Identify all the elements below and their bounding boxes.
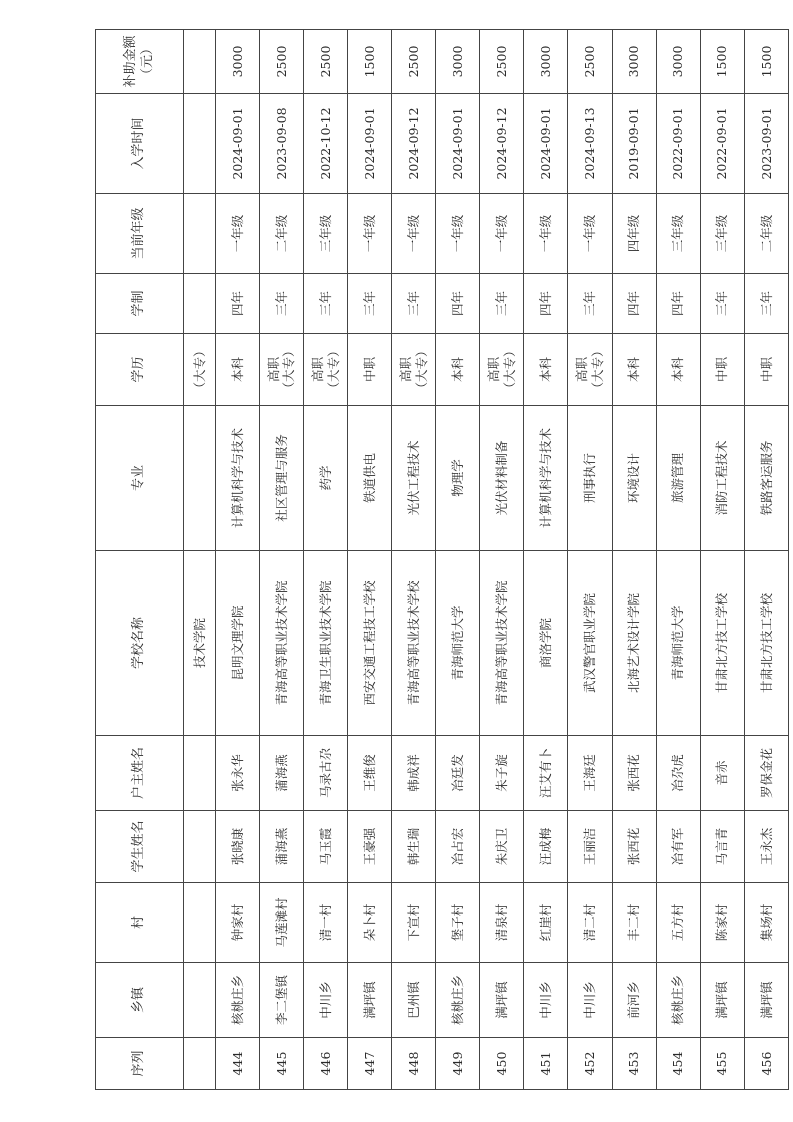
cell-seq: 445 [259,1038,303,1090]
cell-student-name: 冶占宏 [436,811,480,883]
cell-school-name: 甘肃北方技工学校 [700,551,744,736]
cell-school-name: 北海艺术设计学院 [612,551,656,736]
cell-duration: 三年 [303,274,347,334]
cell-school-name: 青海高等职业技术学院 [259,551,303,736]
cell-subsidy-amount: 3000 [524,30,568,94]
cell-education-line2: （大专） [325,344,341,395]
cell-education [348,334,392,406]
cell-duration: 四年 [656,274,700,334]
header-row [96,30,184,1090]
cell-village: 清泉村 [480,883,524,963]
cell-current-grade: 三年级 [656,194,700,274]
header-township: 乡镇 [96,963,184,1038]
table-row [215,30,259,1090]
header-major: 专业 [96,406,184,551]
cell-enrollment-date: 2024-09-12 [480,94,524,194]
cell-major: 光伏材料制备 [480,406,524,551]
cell-village: 堡子村 [436,883,480,963]
cell-township: 核桃庄乡 [436,963,480,1038]
cell-education [656,334,700,406]
cell-enrollment-date: 2024-09-01 [524,94,568,194]
cell-school-name: 青海高等职业技术学院 [480,551,524,736]
cell-seq: 451 [524,1038,568,1090]
cell-education-line2: （大专） [501,344,517,395]
table-row [612,30,656,1090]
cell-household-head: 朱子旋 [480,736,524,811]
table-row [744,30,788,1090]
cell-seq: 448 [392,1038,436,1090]
cell-village: 朵卜村 [348,883,392,963]
cell-duration: 四年 [436,274,480,334]
cell-education-line1: 高职 [574,357,590,383]
cell-subsidy-amount: 2500 [303,30,347,94]
cell-seq: 452 [568,1038,612,1090]
cell-duration: 四年 [612,274,656,334]
cell-education [259,334,303,406]
cell-duration: 四年 [215,274,259,334]
header-school-name: 学校名称 [96,551,184,736]
cell-student-name: 王丽洁 [568,811,612,883]
cell-education [480,334,524,406]
cell-enrollment-date: 2022-09-01 [656,94,700,194]
cell-education [392,334,436,406]
cell-major: 光伏工程技术 [392,406,436,551]
header-seq: 序列 [96,1038,184,1090]
cell-subsidy-amount: 3000 [215,30,259,94]
cell-student-name: 冶有军 [656,811,700,883]
cell-township: 满坪镇 [744,963,788,1038]
table-row [568,30,612,1090]
cell-student-name: 朱庆卫 [480,811,524,883]
cell-village: 陈家村 [700,883,744,963]
cell-subsidy-amount: 3000 [436,30,480,94]
cell-village: 红崖村 [524,883,568,963]
header-subsidy-line2: （元） [139,42,155,82]
cell-student-name: 王豪强 [348,811,392,883]
header-village: 村 [96,883,184,963]
cell-education [700,334,744,406]
cell-student-name: 马玉霞 [303,811,347,883]
cell-village: 集场村 [744,883,788,963]
cell-subsidy-amount: 3000 [612,30,656,94]
cell-current-grade: 一年级 [568,194,612,274]
cell-subsidy-amount: 1500 [348,30,392,94]
cell-current-grade: 三年级 [700,194,744,274]
cell-seq: 454 [656,1038,700,1090]
rotated-table-container [95,30,789,1090]
cell-household-head: 王海廷 [568,736,612,811]
cell-education [303,334,347,406]
cell-enrollment-date: 2024-09-13 [568,94,612,194]
cell-seq: 446 [303,1038,347,1090]
cell-duration: 三年 [348,274,392,334]
cell-enrollment-date: 2023-09-08 [259,94,303,194]
cell-current-grade: 三年级 [303,194,347,274]
cell-duration: 三年 [568,274,612,334]
cell-household-head: 汪艾有卜 [524,736,568,811]
cell-education-line2: （大专） [589,344,605,395]
cell-township: 满坪镇 [480,963,524,1038]
cell-township: 中川乡 [303,963,347,1038]
cell-education-line1: 高职 [398,357,414,383]
cell-major: 药学 [303,406,347,551]
cell-subsidy-amount: 3000 [656,30,700,94]
cell-school-name: 青海高等职业技术学校 [392,551,436,736]
header-education: 学历 [96,334,184,406]
cell-subsidy-amount: 1500 [700,30,744,94]
cell-household-head: 马录古尕 [303,736,347,811]
header-household-head: 户主姓名 [96,736,184,811]
cell-school-name: 西安交通工程技工学校 [348,551,392,736]
table-row [303,30,347,1090]
header-enrollment-date: 入学时间 [96,94,184,194]
cell-student-name: 马言青 [700,811,744,883]
cell-education-line1: 高职 [309,357,325,383]
table-row [348,30,392,1090]
continuation-school: 技术学院 [184,551,216,736]
cell-education-line1: 中职 [361,357,377,383]
cell-seq: 447 [348,1038,392,1090]
cell-enrollment-date: 2023-09-01 [744,94,788,194]
cell-major: 计算机科学与技术 [524,406,568,551]
cell-education [215,334,259,406]
table-row [392,30,436,1090]
cell-seq: 455 [700,1038,744,1090]
cell-student-name: 张晓康 [215,811,259,883]
continuation-education: （大专） [184,334,216,406]
cell-education-line1: 本科 [229,357,245,383]
cell-duration: 四年 [524,274,568,334]
cell-village: 钟家村 [215,883,259,963]
cell-current-grade: 四年级 [612,194,656,274]
cell-village: 丰二村 [612,883,656,963]
cell-subsidy-amount: 2500 [392,30,436,94]
cell-education-line1: 本科 [538,357,554,383]
header-subsidy [96,30,184,94]
cell-duration: 三年 [480,274,524,334]
cell-township: 中川乡 [568,963,612,1038]
cell-duration: 三年 [392,274,436,334]
cell-household-head: 冶尕虎 [656,736,700,811]
cell-enrollment-date: 2024-09-12 [392,94,436,194]
cell-village: 清二村 [568,883,612,963]
cell-enrollment-date: 2022-09-01 [700,94,744,194]
cell-township: 核桃庄乡 [656,963,700,1038]
cell-current-grade: 一年级 [392,194,436,274]
cell-major: 社区管理与服务 [259,406,303,551]
cell-household-head: 罗保金花 [744,736,788,811]
cell-subsidy-amount: 2500 [568,30,612,94]
table-row [436,30,480,1090]
cell-school-name: 甘肃北方技工学校 [744,551,788,736]
cell-education-line1: 本科 [670,357,686,383]
cell-student-name: 王永杰 [744,811,788,883]
table-body [215,30,788,1090]
header-student-name: 学生姓名 [96,811,184,883]
cell-household-head: 王维俊 [348,736,392,811]
cell-major: 计算机科学与技术 [215,406,259,551]
cell-school-name: 武汉警官职业学院 [568,551,612,736]
cell-subsidy-amount: 2500 [480,30,524,94]
cell-school-name: 昆明文理学院 [215,551,259,736]
cell-seq: 449 [436,1038,480,1090]
cell-township: 李二堡镇 [259,963,303,1038]
cell-school-name: 青海师范大学 [436,551,480,736]
cell-student-name: 汪成梅 [524,811,568,883]
cell-household-head: 韩成祥 [392,736,436,811]
cell-education [524,334,568,406]
table-row [656,30,700,1090]
cell-education [612,334,656,406]
cell-seq: 450 [480,1038,524,1090]
cell-current-grade: 一年级 [436,194,480,274]
cell-school-name: 青海卫生职业技术学院 [303,551,347,736]
cell-student-name: 蒲海燕 [259,811,303,883]
cell-village: 马莲滩村 [259,883,303,963]
cell-current-grade: 一年级 [348,194,392,274]
cell-school-name: 商洛学院 [524,551,568,736]
table-row [524,30,568,1090]
table-row [700,30,744,1090]
cell-household-head: 蒲海燕 [259,736,303,811]
cell-current-grade: 二年级 [744,194,788,274]
cell-household-head: 冶廷发 [436,736,480,811]
cell-education-line2: （大专） [281,344,297,395]
cell-duration: 三年 [700,274,744,334]
cell-household-head: 张永华 [215,736,259,811]
cell-seq: 453 [612,1038,656,1090]
cell-subsidy-amount: 1500 [744,30,788,94]
table-row [259,30,303,1090]
table-row [480,30,524,1090]
cell-major: 旅游管理 [656,406,700,551]
cell-enrollment-date: 2024-09-01 [215,94,259,194]
cell-education [568,334,612,406]
cell-seq: 456 [744,1038,788,1090]
cell-enrollment-date: 2024-09-01 [348,94,392,194]
cell-major: 消防工程技术 [700,406,744,551]
cell-student-name: 张西花 [612,811,656,883]
cell-major: 物理学 [436,406,480,551]
cell-household-head: 张西花 [612,736,656,811]
cell-township: 核桃庄乡 [215,963,259,1038]
header-current-grade: 当前年级 [96,194,184,274]
cell-duration: 三年 [259,274,303,334]
cell-seq: 444 [215,1038,259,1090]
cell-education-line1: 本科 [626,357,642,383]
cell-village: 清一村 [303,883,347,963]
cell-major: 环境设计 [612,406,656,551]
cell-duration: 三年 [744,274,788,334]
cell-township: 满坪镇 [348,963,392,1038]
cell-student-name: 韩生瑞 [392,811,436,883]
cell-village: 五方村 [656,883,700,963]
cell-major: 铁路客运服务 [744,406,788,551]
cell-enrollment-date: 2024-09-01 [436,94,480,194]
cell-education-line2: （大专） [413,344,429,395]
student-subsidy-table [95,29,789,1090]
cell-township: 巴州镇 [392,963,436,1038]
header-duration: 学制 [96,274,184,334]
cell-enrollment-date: 2022-10-12 [303,94,347,194]
cell-education-line1: 高职 [486,357,502,383]
cell-township: 前河乡 [612,963,656,1038]
cell-major: 铁道供电 [348,406,392,551]
cell-major: 刑事执行 [568,406,612,551]
cell-current-grade: 一年级 [524,194,568,274]
cell-current-grade: 一年级 [215,194,259,274]
cell-township: 中川乡 [524,963,568,1038]
cell-township: 满坪镇 [700,963,744,1038]
cell-current-grade: 二年级 [259,194,303,274]
continuation-row [184,30,216,1090]
cell-education-line1: 本科 [449,357,465,383]
header-subsidy-line1: 补助金额 [123,35,139,88]
cell-education-line1: 高职 [265,357,281,383]
cell-education [744,334,788,406]
cell-education-line1: 中职 [758,357,774,383]
cell-education [436,334,480,406]
cell-village: 下宣村 [392,883,436,963]
cell-education-line1: 中职 [714,357,730,383]
cell-household-head: 音赤 [700,736,744,811]
cell-enrollment-date: 2019-09-01 [612,94,656,194]
cell-school-name: 青海师范大学 [656,551,700,736]
cell-current-grade: 一年级 [480,194,524,274]
cell-subsidy-amount: 2500 [259,30,303,94]
